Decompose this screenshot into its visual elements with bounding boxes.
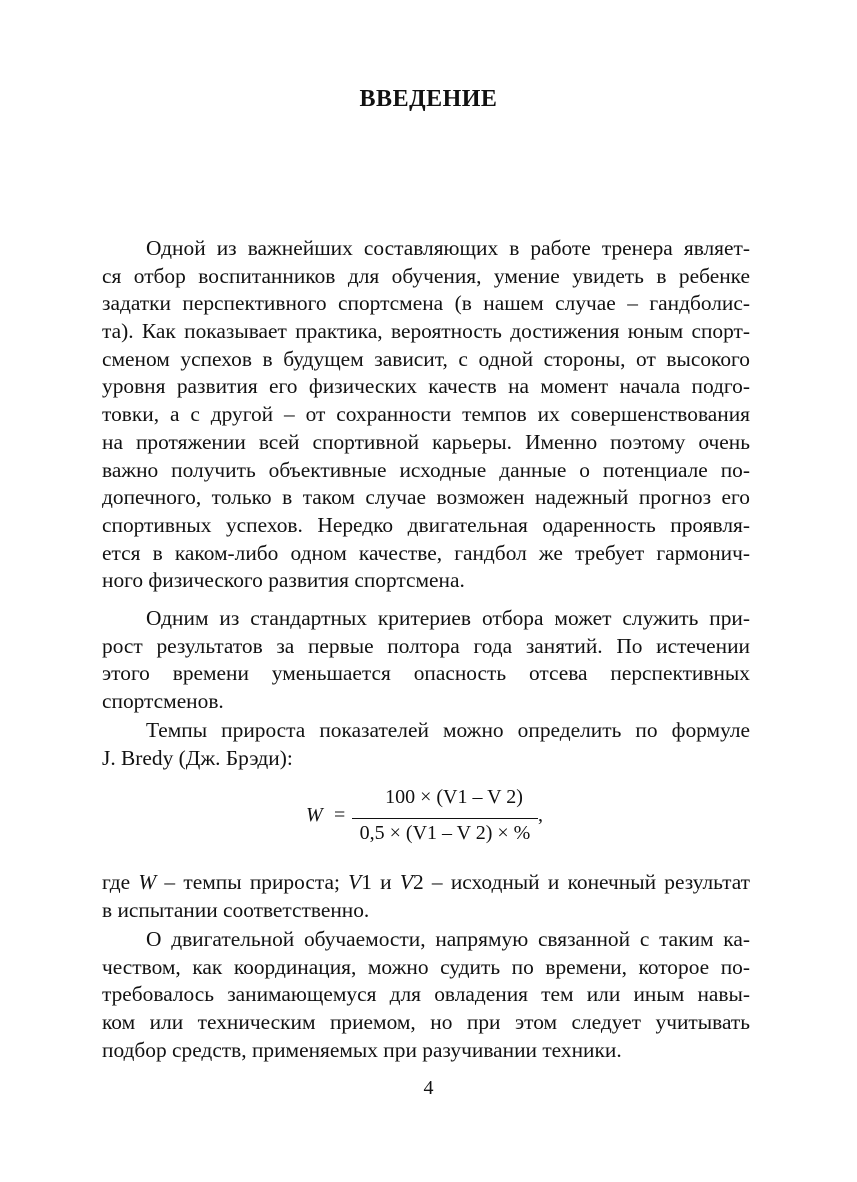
formula-comma: , xyxy=(538,804,543,826)
text-line: уровня развития его физических качеств на момент начала подго- xyxy=(102,374,750,399)
text-line: J. Bredy (Дж. Брэди): xyxy=(102,745,293,770)
text-line: сменом успехов в будущем зависит, с одной стороны, от высокого xyxy=(102,346,750,371)
paragraph-3 xyxy=(102,717,750,772)
formula-lhs: W xyxy=(306,804,323,826)
text-line: ся отбор воспитанников для обучения, умение увидеть в ребенке xyxy=(102,263,750,288)
text-line: требовалось занимающемуся для овладения тем или иным навы- xyxy=(102,982,750,1007)
text-fragment: – темпы прироста; xyxy=(156,870,349,894)
text-line: Темпы прироста показателей можно определить по формуле xyxy=(146,718,750,742)
text-fragment: 1 и xyxy=(361,870,400,894)
formula-denominator: 0,5 × (V1 – V 2) × % xyxy=(359,822,531,844)
page-number: 4 xyxy=(423,1077,434,1099)
paragraph-4 xyxy=(102,926,750,1064)
formula-numerator: 100 × (V1 – V 2) xyxy=(385,786,523,808)
text-line: ного физического развития спортсмена. xyxy=(102,568,465,593)
text-line: Одной из важнейших составляющих в работе тренера являет- xyxy=(146,236,750,260)
paragraph-2 xyxy=(102,605,750,716)
paragraph-1 xyxy=(102,235,750,595)
text-line: ется в каком-либо одном качестве, гандбол же требует гармонич- xyxy=(102,540,750,565)
text-line: О двигательной обучаемости, напрямую связанной с таким ка- xyxy=(146,927,750,951)
text-line: подбор средств, применяемых при разучивании техники. xyxy=(102,1037,622,1062)
text-fragment: где xyxy=(102,870,139,894)
text-line: та). Как показывает практика, вероятность достижения юным спорт- xyxy=(102,319,750,344)
variable-w: W xyxy=(138,870,157,894)
text-line: рост результатов за первые полтора года занятий. По истечении xyxy=(102,633,750,658)
text-line: спортивных успехов. Нередко двигательная одаренность проявля- xyxy=(102,512,750,537)
fraction-bar xyxy=(352,818,538,819)
text-line xyxy=(102,869,750,897)
text-fragment: 2 – исходный и конечный результат xyxy=(412,870,750,894)
formula-equals: = xyxy=(334,804,346,826)
text-line: чеством, как координация, можно судить по времени, которое по- xyxy=(102,954,750,979)
text-line: товки, а с другой – от сохранности темпов их совершенствования xyxy=(102,402,750,427)
text-line: этого времени уменьшается опасность отсева перспективных xyxy=(102,661,750,686)
text-line: Одним из стандартных критериев отбора может служить при- xyxy=(146,606,750,630)
text-line: спортсменов. xyxy=(102,689,224,714)
text-line: допечного, только в таком случае возможен надежный прогноз его xyxy=(102,485,750,510)
text-line: на протяжении всей спортивной карьеры. Именно поэтому очень xyxy=(102,429,750,454)
text-line: важно получить объективные исходные данные о потенциале по- xyxy=(102,457,750,482)
text-line: задатки перспективного спортсмена (в нашем случае – гандболис- xyxy=(102,291,750,316)
growth-rate-formula xyxy=(300,782,570,858)
formula-explanation xyxy=(102,869,750,924)
text-line: ком или техническим приемом, но при этом следует учитывать xyxy=(102,1010,750,1035)
variable-v2: V xyxy=(399,870,413,894)
text-line: в испытании соответственно. xyxy=(102,897,370,922)
chapter-heading: ВВЕДЕНИЕ xyxy=(359,86,498,112)
variable-v1: V xyxy=(348,870,362,894)
